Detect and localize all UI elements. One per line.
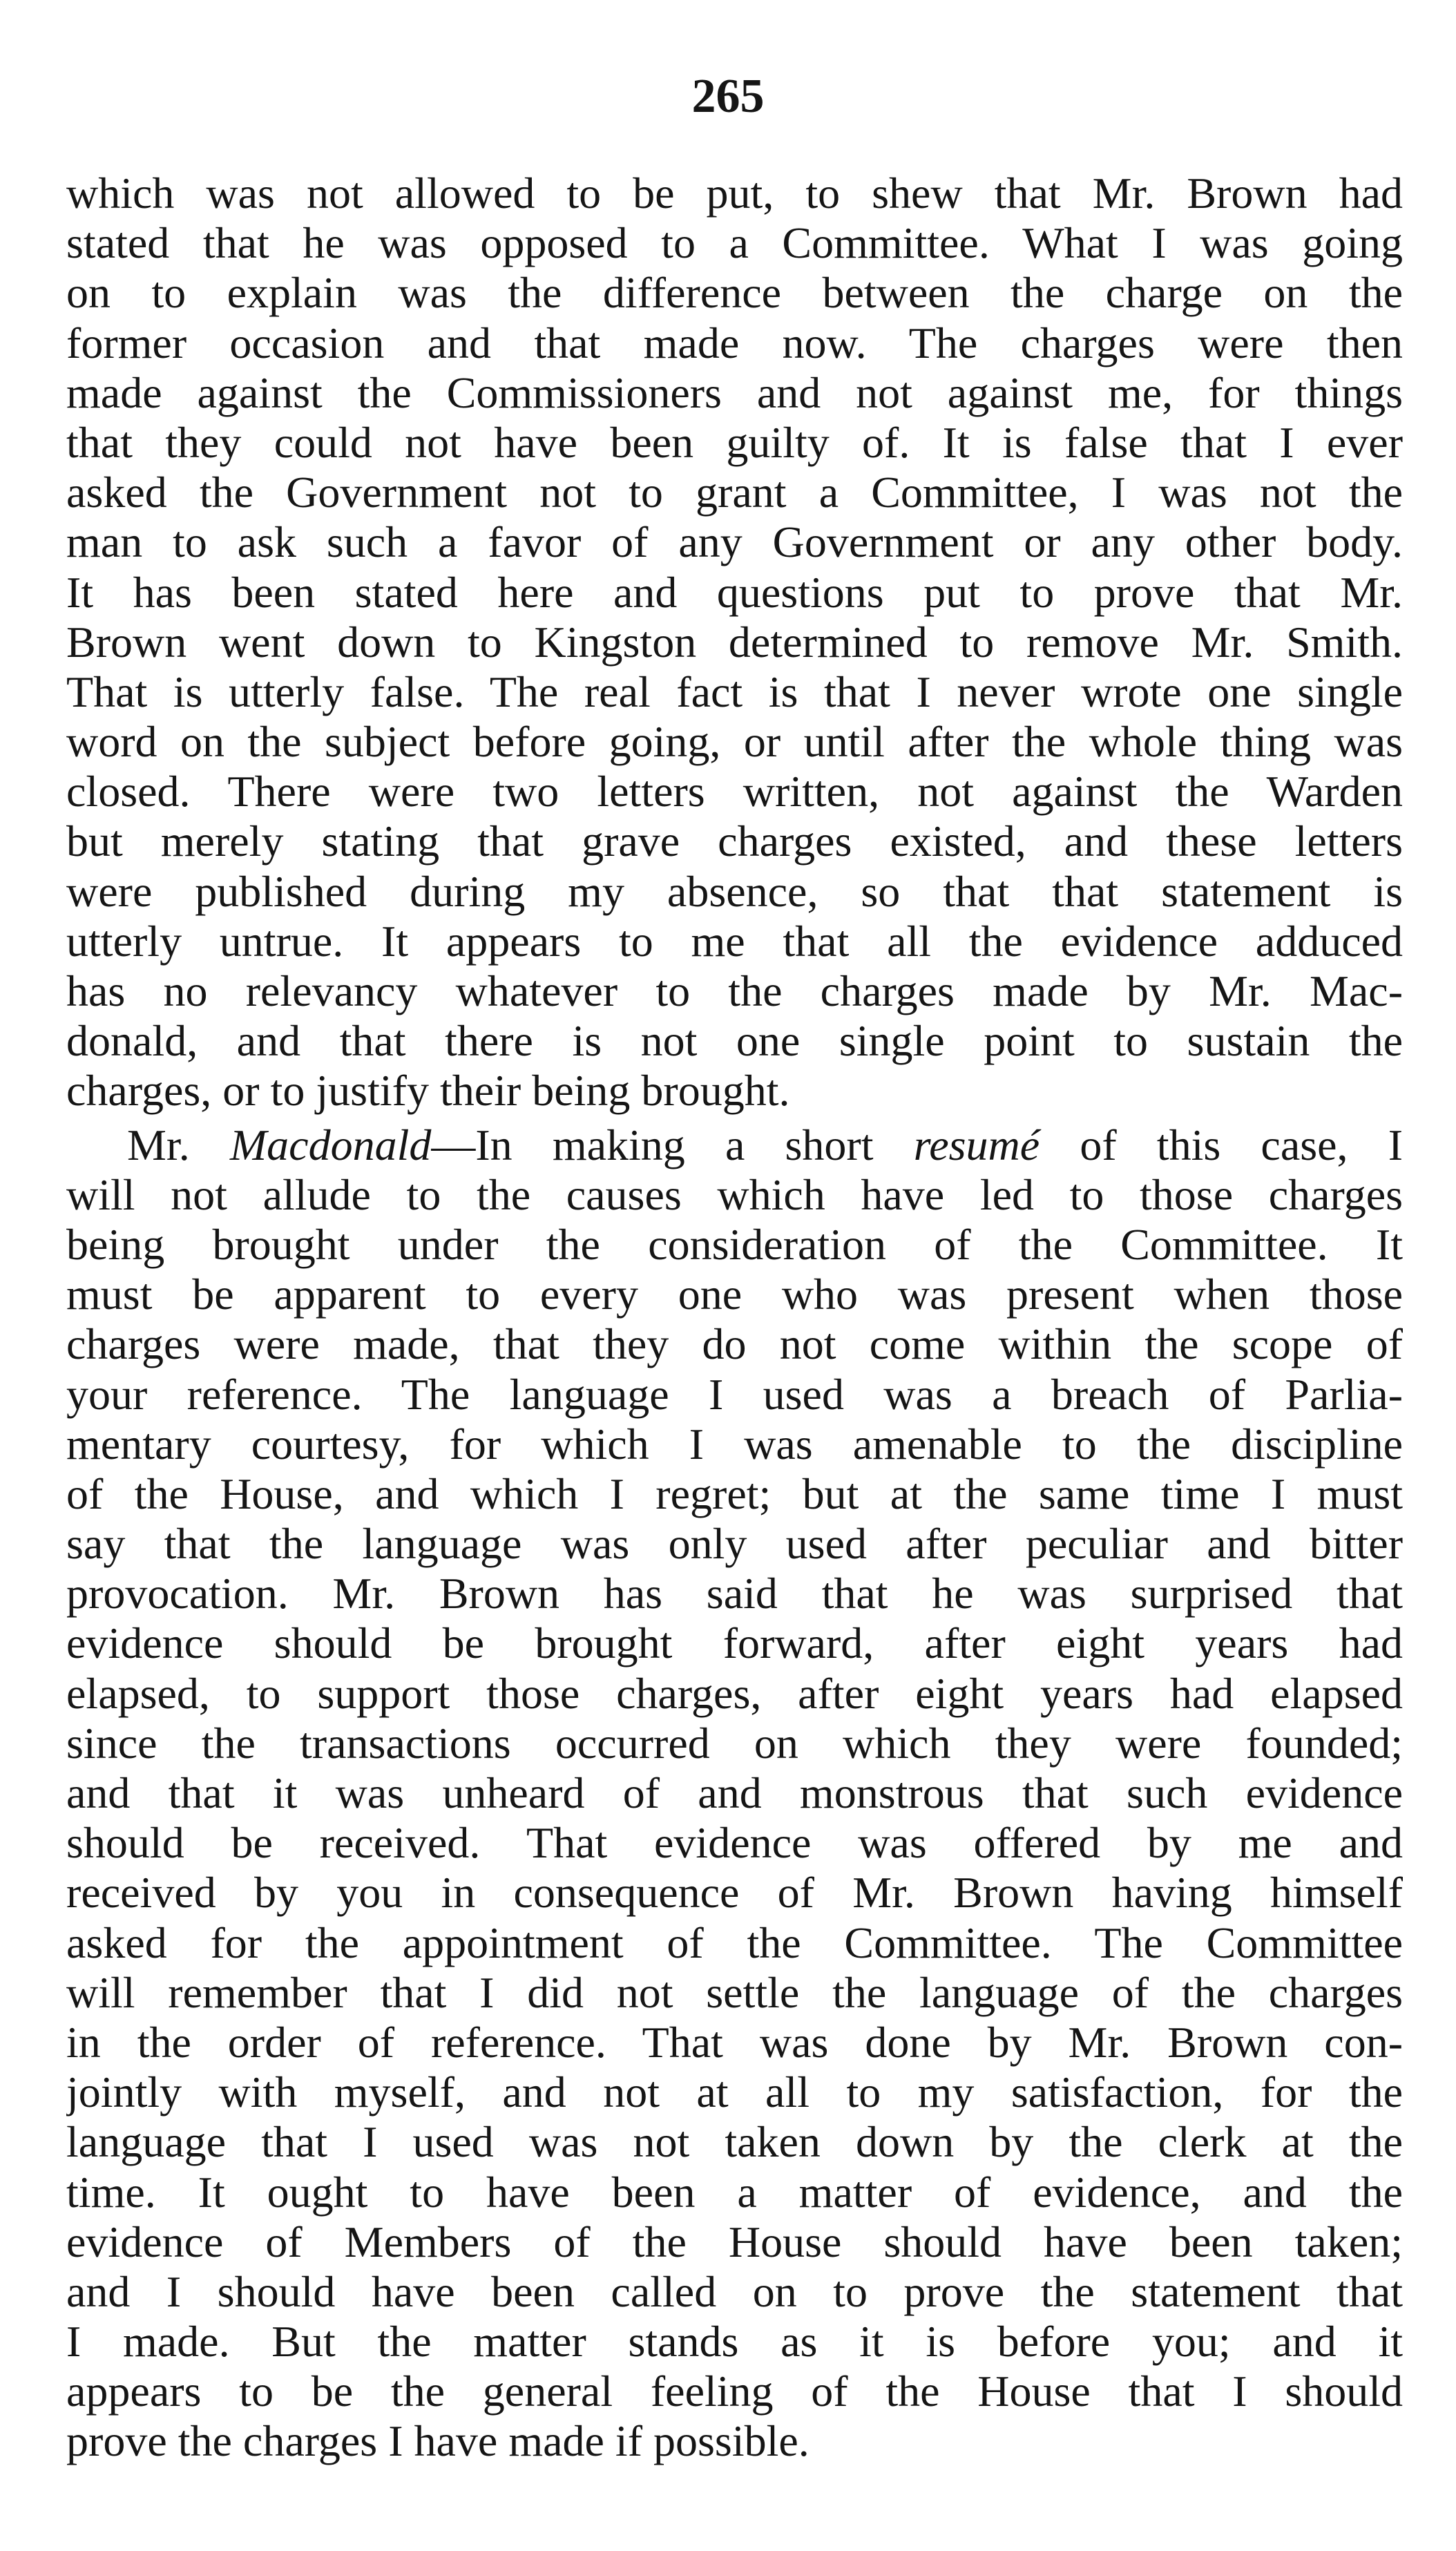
text-line: asked the Government not to grant a Committee, I was not the	[66, 468, 1403, 517]
text-line: donald, and that there is not one single point to sustain the	[66, 1016, 1403, 1066]
speaker-prefix: Mr.	[127, 1120, 230, 1169]
text-line: were published during my absence, so that that statement is	[66, 866, 1403, 916]
text-line: language that I used was not taken down by the clerk at the	[66, 2117, 1403, 2167]
text-line: prove the charges I have made if possible.	[66, 2416, 810, 2466]
text-line: will not allude to the causes which have led to those charges	[66, 1169, 1403, 1219]
text-line: I made. But the matter stands as it is before you; and it	[66, 2317, 1403, 2367]
text-line: should be received. That evidence was offered by me and	[66, 1818, 1403, 1868]
page-number: 265	[691, 70, 765, 123]
text-line: evidence should be brought forward, after eight years had	[66, 1618, 1403, 1668]
text-line: being brought under the consideration of the Committee. It	[66, 1219, 1403, 1269]
paragraph-macdonald-statement	[66, 1120, 1403, 2467]
line-text: —In making a short	[431, 1120, 914, 1169]
text-line: that they could not have been guilty of. It is false that I ever	[66, 417, 1403, 467]
text-line: has no relevancy whatever to the charges made by Mr. Mac-	[66, 966, 1403, 1015]
line-text: of this case, I	[1040, 1120, 1403, 1169]
text-line: appears to be the general feeling of the House that I should	[66, 2367, 1403, 2416]
text-line: closed. There were two letters written, not against the Warden	[66, 767, 1403, 816]
text-line: and I should have been called on to prove the statement that	[66, 2266, 1403, 2316]
text-line: elapsed, to support those charges, after eight years had elapsed	[66, 1668, 1403, 1718]
text-line: That is utterly false. The real fact is that I never wrote one single	[66, 667, 1403, 716]
speaker-name: Macdonald	[229, 1120, 432, 1169]
text-line: which was not allowed to be put, to shew that Mr. Brown had	[66, 169, 1403, 218]
text-line: former occasion and that made now. The charges were then	[66, 318, 1403, 367]
text-line: Brown went down to Kingston determined to remove Mr. Smith.	[66, 617, 1403, 667]
text-line: made against the Commissioners and not against me, for things	[66, 367, 1403, 417]
text-line: utterly untrue. It appears to me that all the evidence adduced	[66, 916, 1403, 966]
text-line: provocation. Mr. Brown has said that he was surprised that	[66, 1569, 1403, 1618]
text-line: charges, or to justify their being brought.	[66, 1066, 790, 1116]
text-line: your reference. The language I used was a breach of Parlia-	[66, 1369, 1403, 1419]
text-line: in the order of reference. That was done by Mr. Brown con-	[66, 2017, 1403, 2067]
text-line	[66, 1120, 1403, 1170]
paragraph-brown-statement	[66, 169, 1403, 1116]
body-text	[66, 169, 1403, 2467]
text-line: man to ask such a favor of any Government or any other body.	[66, 517, 1403, 567]
italic-term: resumé	[913, 1120, 1040, 1169]
text-line: asked for the appointment of the Committee. The Committee	[66, 1918, 1403, 1967]
text-line: received by you in consequence of Mr. Brown having himself	[66, 1868, 1403, 1918]
text-line: since the transactions occurred on which they were founded;	[66, 1718, 1403, 1768]
text-line: must be apparent to every one who was present when those	[66, 1270, 1403, 1319]
text-line: charges were made, that they do not come within the scope of	[66, 1319, 1403, 1369]
text-line: evidence of Members of the House should have been taken;	[66, 2217, 1403, 2266]
text-line: word on the subject before going, or until after the whole thing was	[66, 717, 1403, 767]
text-line: mentary courtesy, for which I was amenable to the discipline	[66, 1419, 1403, 1469]
text-line: jointly with myself, and not at all to my satisfaction, for the	[66, 2067, 1403, 2117]
text-line: say that the language was only used after peculiar and bitter	[66, 1519, 1403, 1569]
text-line: It has been stated here and questions put to prove that Mr.	[66, 567, 1403, 617]
text-line: will remember that I did not settle the language of the charges	[66, 1967, 1403, 2017]
text-line: time. It ought to have been a matter of evidence, and the	[66, 2167, 1403, 2217]
text-line: and that it was unheard of and monstrous that such evidence	[66, 1768, 1403, 1817]
text-line: of the House, and which I regret; but at the same time I must	[66, 1469, 1403, 1518]
text-line: stated that he was opposed to a Committee. What I was going	[66, 218, 1403, 268]
text-line: on to explain was the difference between the charge on the	[66, 268, 1403, 318]
text-line: but merely stating that grave charges existed, and these letters	[66, 816, 1403, 866]
